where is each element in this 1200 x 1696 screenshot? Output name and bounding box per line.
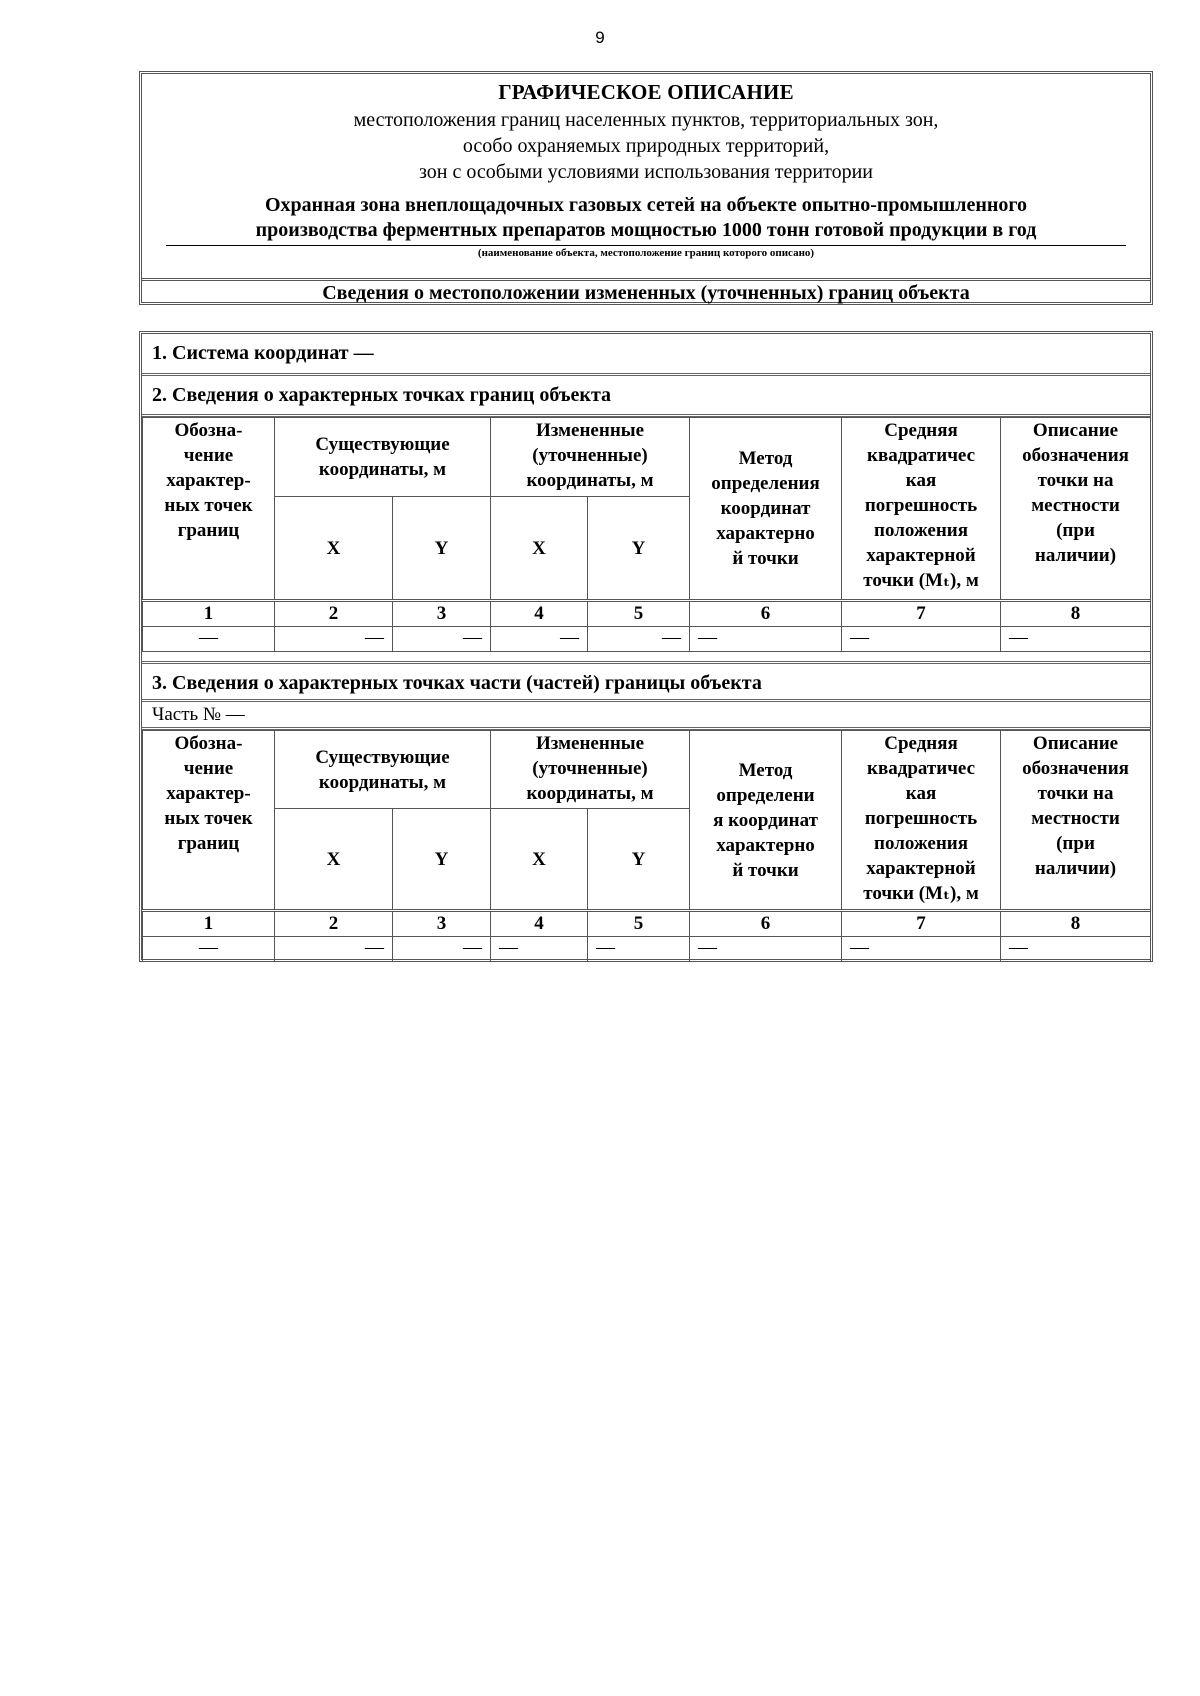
points-table [142,417,1151,652]
parts-section-title: 3. Сведения о характерных точках части (частей) границы объекта [142,661,1150,702]
object-name [142,193,1150,243]
column-number: 7 [842,911,1001,937]
header-error: Средняя квадратичес кая погрешность положения характерной точки (Mₜ), м [842,418,1001,601]
column-number: 5 [588,601,690,627]
header-changed-coords: Измененные (уточненные) координаты, м [491,731,690,809]
table-cell: — [842,937,1001,962]
object-line: Охранная зона внеплощадочных газовых сетей на объекте опытно-промышленного [264,194,1028,216]
subtitle-line: местоположения границ населенных пунктов, территориальных зон, [353,109,939,131]
column-number: 8 [1001,911,1151,937]
points-section-title: 2. Сведения о характерных точках границ объекта [142,376,1150,417]
object-underline [166,245,1126,246]
header-existing-coords: Существующие координаты, м [275,731,491,809]
table-cell: — [143,627,275,652]
table-cell: — [275,937,393,962]
column-number: 1 [143,601,275,627]
column-number: 6 [690,911,842,937]
header-divider [142,278,1150,281]
column-number: 3 [393,911,491,937]
table-cell: — [1001,627,1151,652]
table-cell: — [588,937,690,962]
header-x-existing: X [275,809,393,911]
column-number: 4 [491,911,588,937]
table-cell: — [393,937,491,962]
part-label: Часть № — [142,702,1150,730]
header-description: Описание обозначения точки на местности (при наличии) [1001,731,1151,911]
column-number: 4 [491,601,588,627]
column-number: 8 [1001,601,1151,627]
header-changed-coords: Измененные (уточненные) координаты, м [491,418,690,497]
header-error: Средняя квадратичес кая погрешность положения характерной точки (Mₜ), м [842,731,1001,911]
header-x-existing: X [275,497,393,601]
header-description: Описание обозначения точки на местности (при наличии) [1001,418,1151,601]
column-number: 6 [690,601,842,627]
info-title: Сведения о местоположении измененных (уточненных) границ объекта [322,282,970,304]
document-subtitle [142,107,1150,185]
column-number: 2 [275,601,393,627]
column-number: 3 [393,601,491,627]
header-method: Метод определени я координат характерно й точки [690,731,842,911]
header-y-changed: Y [588,809,690,911]
header-method: Метод определения координат характерно й точки [690,418,842,601]
header-point-designation: Обозна- чение характер- ных точек границ [143,418,275,601]
column-number: 5 [588,911,690,937]
header-y-existing: Y [393,809,491,911]
table-cell: — [1001,937,1151,962]
header-existing-coords: Существующие координаты, м [275,418,491,497]
header-y-changed: Y [588,497,690,601]
document-title: ГРАФИЧЕСКОЕ ОПИСАНИЕ [498,80,794,104]
points-frame [139,331,1153,962]
table-cell: — [491,627,588,652]
header-x-changed: X [491,497,588,601]
header-y-existing: Y [393,497,491,601]
header-point-designation: Обозна- чение характер- ных точек границ [143,731,275,911]
document-header [139,71,1153,305]
table-cell: — [143,937,275,962]
parts-table [142,730,1151,962]
coord-system-title: 1. Система координат — [142,334,1150,376]
table-row [143,627,1151,652]
subtitle-line: зон с особыми условиями использования территории [418,161,874,183]
column-number: 1 [143,911,275,937]
object-line: производства ферментных препаратов мощностью 1000 тонн готовой продукции в год [255,219,1037,241]
table-cell: — [842,627,1001,652]
table-cell: — [690,627,842,652]
table-cell: — [393,627,491,652]
column-number: 2 [275,911,393,937]
table-cell: — [690,937,842,962]
table-row [143,937,1151,962]
table-cell: — [491,937,588,962]
table-cell: — [275,627,393,652]
table-cell: — [588,627,690,652]
column-number: 7 [842,601,1001,627]
header-x-changed: X [491,809,588,911]
object-note: (наименование объекта, местоположение границ которого описано) [477,247,815,259]
subtitle-line: особо охраняемых природных территорий, [462,135,830,157]
page-number: 9 [595,28,605,47]
